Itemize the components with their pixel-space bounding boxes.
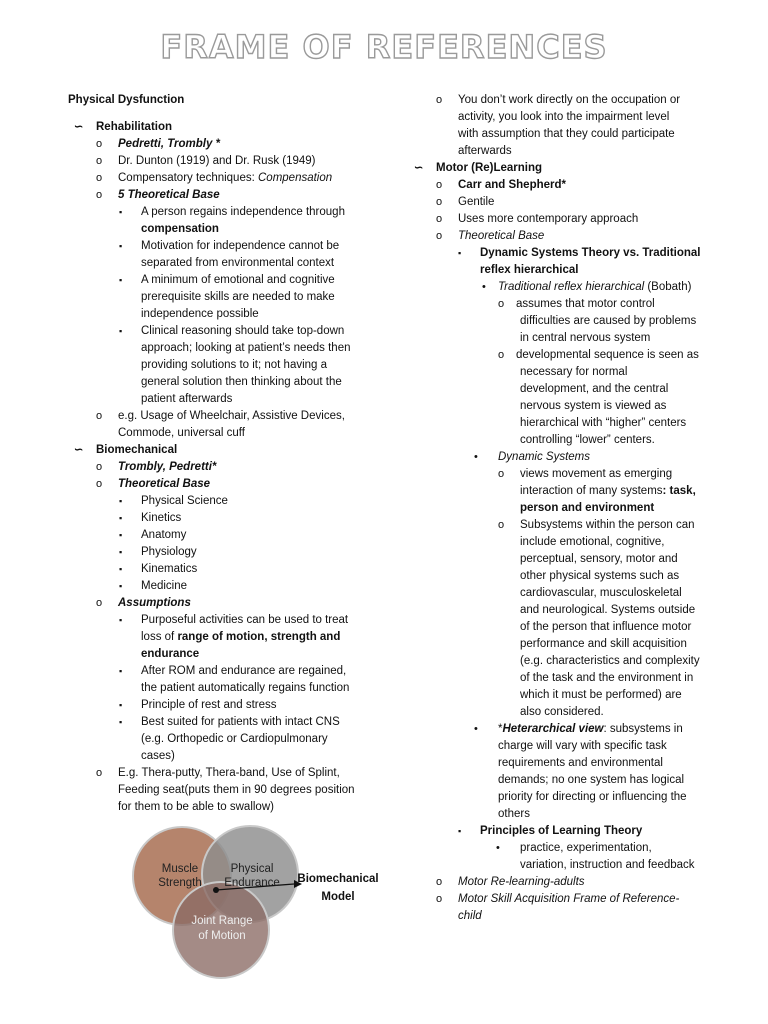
square-bullet-icon: ▪ [119,241,123,251]
circle-bullet-icon: o [498,298,505,310]
bio-base-item: ▪ Kinetics [68,510,368,527]
bio-example: o E.g. Thera-putty, Thera-band, Use of Splint, Feeding seat(puts them in 90 degrees position for them to be able to swallow) [96,767,355,813]
circle-bullet-icon: o [96,138,103,150]
square-bullet-icon: ▪ [119,513,123,523]
bio-base-item: ▪ Anatomy [68,527,368,544]
right-column [412,92,712,925]
rehab-example: o e.g. Usage of Wheelchair, Assistive Devices, Commode, universal cuff [96,410,345,439]
square-bullet-icon: ▪ [119,564,123,574]
venn-label: Physical [230,863,274,875]
venn-model-label: Model [321,891,355,903]
square-bullet-icon: ▪ [119,326,123,336]
rehab-compensatory: o Compensatory techniques: Compensation [68,170,368,187]
circle-bullet-icon: o [436,196,443,208]
rehab-dunton: o Dr. Dunton (1919) and Dr. Rusk (1949) [68,153,368,170]
motor-approach: o Uses more contemporary approach [412,211,712,228]
motor-heterarchical: • *Heterarchical view: subsystems in charge will vary with specific task requirements and environmental demands; no one system has logical priority for directing or influencing the others [474,723,687,820]
circle-bullet-icon: o [498,349,505,361]
circle-bullet-icon: o [96,189,103,201]
square-bullet-icon: ▪ [119,615,123,625]
motor-ds-item: o views movement as emerging interaction of many systems: task, person and environment [498,468,696,514]
motor-ds-title: • Dynamic Systems [412,449,712,466]
bio-heading: ∽ Biomechanical [68,442,368,459]
section-heading: Physical Dysfunction [68,94,185,106]
circle-bullet-icon: o [436,893,443,905]
circle-bullet-icon: o [96,172,103,184]
square-bullet-icon: ▪ [119,547,123,557]
square-bullet-icon: ▪ [119,666,123,676]
venn-center-dot [213,887,219,893]
circle-bullet-icon: o [96,597,103,609]
circle-bullet-icon: o [498,519,505,531]
square-bullet-icon: ▪ [458,826,462,836]
circle-bullet-icon: o [436,876,443,888]
rehab-authors: o Pedretti, Trombly * [68,136,368,153]
venn-model-label: Biomechanical [297,873,379,885]
dot-bullet-icon: • [474,451,478,463]
venn-label: Joint Range [191,915,253,927]
square-bullet-icon: ▪ [119,530,123,540]
biomechanical-venn-diagram [130,824,380,984]
bio-assumptions-title: o Assumptions [68,595,368,612]
circle-bullet-icon: o [96,155,103,167]
square-bullet-icon: ▪ [119,581,123,591]
circle-bullet-icon: o [436,179,443,191]
square-bullet-icon: ▪ [119,700,123,710]
rehab-base-item: ▪ Motivation for independence cannot be separated from environmental context [119,240,340,269]
motor-heading: ∽ Motor (Re)Learning [412,160,712,177]
link-bullet-icon: ∽ [74,121,84,133]
bio-base-item: ▪ Physiology [68,544,368,561]
circle-bullet-icon: o [96,461,103,473]
motor-ds-item: o Subsystems within the person can include emotional, cognitive, perceptual, sensory, motor and other physical systems such as cardiovascular, musculoskeletal and neurological. Systems outside of the person that influence motor performance and skill acquisition (e.g. characteristics and complexity of the task and the environment in which it must be performed) are also considered. [498,519,700,718]
motor-trh-title: • Traditional reflex hierarchical (Bobath) [412,279,712,296]
circle-bullet-icon: o [436,94,443,106]
venn-label: Endurance [224,877,280,889]
motor-adult: o Motor Re-learning-adults [412,874,712,891]
link-bullet-icon: ∽ [74,444,84,456]
motor-authors: o Carr and Shepherd* [412,177,712,194]
rehab-heading: ∽ Rehabilitation [68,119,368,136]
motor-trh-item: o developmental sequence is seen as necessary for normal development, and the central nervous system is viewed as hierarchical with “higher” centers controlling “lower” centers. [498,349,699,446]
bio-base-item: ▪ Physical Science [68,493,368,510]
circle-bullet-icon: o [96,410,103,422]
left-column [68,92,368,816]
dot-bullet-icon: • [482,281,486,293]
document-title: FRAME OF REFERENCES [160,28,608,66]
circle-bullet-icon: o [436,213,443,225]
circle-bullet-icon: o [96,767,103,779]
rehab-base-item: ▪ Clinical reasoning should take top-down approach; looking at patient’s needs then providing solutions to it; not having a general solution then thinking about the patient afterwards [119,325,351,405]
rehab-base-item: ▪ A person regains independence through compensation [119,206,345,235]
circle-bullet-icon: o [436,230,443,242]
dot-bullet-icon: • [496,842,500,854]
venn-label: Muscle [161,863,199,875]
dot-bullet-icon: • [474,723,478,735]
bio-base-item: ▪ Medicine [68,578,368,595]
rehab-base-title: o 5 Theoretical Base [68,187,368,204]
bio-assumption-item: ▪ After ROM and endurance are regained, the patient automatically regains function [119,665,350,694]
motor-base-title: o Theoretical Base [412,228,712,245]
venn-label: Strength [158,877,202,889]
square-bullet-icon: ▪ [458,248,462,258]
bio-assumption-item: ▪ Purposeful activities can be used to treat loss of range of motion, strength and endurance [119,614,349,660]
square-bullet-icon: ▪ [119,496,123,506]
motor-plt-title: ▪ Principles of Learning Theory [412,823,712,840]
motor-plt-item: • practice, experimentation, variation, instruction and feedback [496,842,695,871]
bio-assumption-item: ▪ Best suited for patients with intact CNS (e.g. Orthopedic or Cardiopulmonary cases) [119,716,340,762]
motor-gentile: o Gentile [412,194,712,211]
bio-authors: o Trombly, Pedretti* [68,459,368,476]
circle-bullet-icon: o [96,478,103,490]
bio-assumption-item: ▪ Principle of rest and stress [68,697,368,714]
circle-bullet-icon: o [498,468,505,480]
bio-base-title: o Theoretical Base [68,476,368,493]
motor-intro: o You don’t work directly on the occupation or activity, you look into the impairment level with assumption that they could participate afterwards [436,94,681,157]
motor-child: o Motor Skill Acquisition Frame of Reference- child [436,893,680,922]
venn-label: of Motion [198,930,246,942]
motor-trh-item: o assumes that motor control difficulties are caused by problems in central nervous system [498,298,697,344]
link-bullet-icon: ∽ [414,162,424,174]
motor-dst-title: ▪ Dynamic Systems Theory vs. Traditional reflex hierarchical [458,247,701,276]
bio-base-item: ▪ Kinematics [68,561,368,578]
square-bullet-icon: ▪ [119,207,123,217]
rehab-base-item: ▪ A minimum of emotional and cognitive prerequisite skills are needed to make independence possible [119,274,335,320]
square-bullet-icon: ▪ [119,275,123,285]
square-bullet-icon: ▪ [119,717,123,727]
